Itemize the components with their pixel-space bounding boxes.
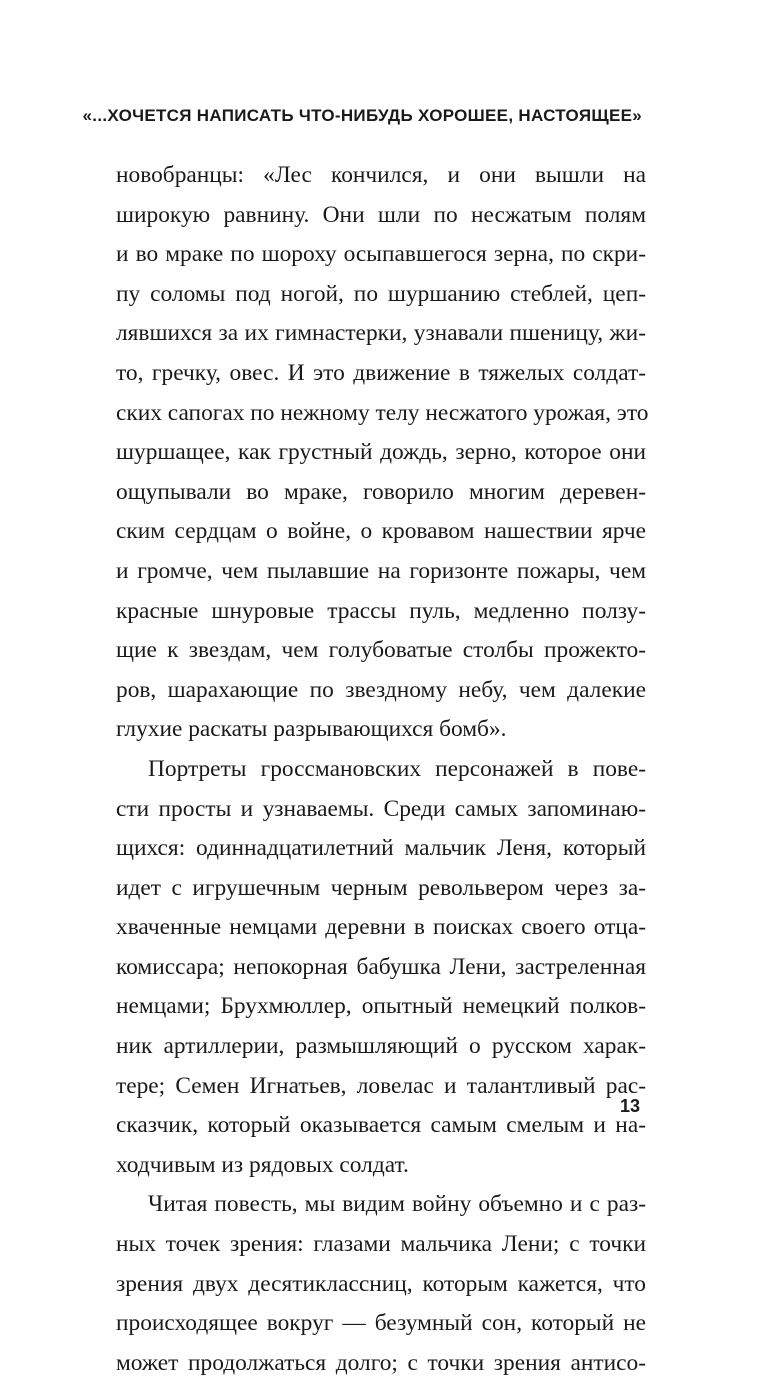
paragraph <box>116 156 649 750</box>
text-line: может продолжаться долго; с точки зрения антисо- <box>116 1349 646 1376</box>
paragraph <box>116 1185 646 1383</box>
text-line: Читая повесть, мы видим войну объемно и с раз- <box>148 1191 646 1218</box>
text-line: хваченные немцами деревни в поисках своего отца- <box>116 914 646 941</box>
text-line: ник артиллерии, размышляющий о русском харак- <box>116 1033 646 1060</box>
text-line: идет с игрушечным черным револьвером через за- <box>116 874 646 901</box>
text-line: то, гречку, овес. И это движение в тяжелых солдат- <box>116 359 646 386</box>
text-line: глухие раскаты разрывающихся бомб». <box>116 716 507 743</box>
running-head: «...ХОЧЕТСЯ НАПИСАТЬ ЧТО-НИБУДЬ ХОРОШЕЕ, НАСТОЯЩЕЕ» <box>82 106 642 125</box>
body-text <box>116 156 649 1383</box>
text-line: красные шнуровые трассы пуль, медленно ползу- <box>116 597 646 624</box>
text-line: щие к звездам, чем голубоватые столбы прожекто- <box>116 637 646 664</box>
text-line: ных точек зрения: глазами мальчика Лени; с точки <box>116 1231 646 1258</box>
text-line: и громче, чем пылавшие на горизонте пожары, чем <box>116 557 646 584</box>
text-line: зрения двух десятиклассниц, которым кажется, что <box>116 1270 646 1297</box>
text-line: ощупывали во мраке, говорило многим деревен- <box>116 478 646 505</box>
text-line: Портреты гроссмановских персонажей в пове- <box>148 755 646 782</box>
text-line: шуршащее, как грустный дождь, зерно, которое они <box>116 439 646 466</box>
text-line: немцами; Брухмюллер, опытный немецкий полков- <box>116 993 646 1020</box>
text-line: лявшихся за их гимнастерки, узнавали пшеницу, жи- <box>116 320 646 347</box>
text-line: ров, шарахающие по звездному небу, чем далекие <box>116 676 646 703</box>
text-line: ских сапогах по нежному телу несжатого урожая, это <box>116 399 649 426</box>
text-line: новобранцы: «Лес кончился, и они вышли на <box>116 162 646 188</box>
text-line: сти просты и узнаваемы. Среди самых запоминаю- <box>116 795 646 822</box>
text-line: тере; Семен Игнатьев, ловелас и талантливый рас- <box>116 1072 646 1099</box>
text-line: ходчивым из рядовых солдат. <box>116 1151 409 1178</box>
text-line: пу соломы под ногой, по шуршанию стеблей, цеп- <box>116 280 646 307</box>
text-line: ским сердцам о войне, о кровавом нашествии ярче <box>116 518 646 545</box>
text-line: и во мраке по шороху осыпавшегося зерна, по скри- <box>116 241 646 268</box>
text-line: сказчик, который оказывается самым смелым и на- <box>116 1112 646 1139</box>
text-line: широкую равнину. Они шли по несжатым полям <box>116 201 646 228</box>
paragraph <box>116 750 646 1186</box>
text-line: щихся: одиннадцатилетний мальчик Леня, который <box>116 835 646 862</box>
text-line: комиссара; непокорная бабушка Лени, застреленная <box>116 953 646 980</box>
text-line: происходящее вокруг — безумный сон, который не <box>116 1310 646 1337</box>
page-number: 13 <box>619 1096 640 1116</box>
